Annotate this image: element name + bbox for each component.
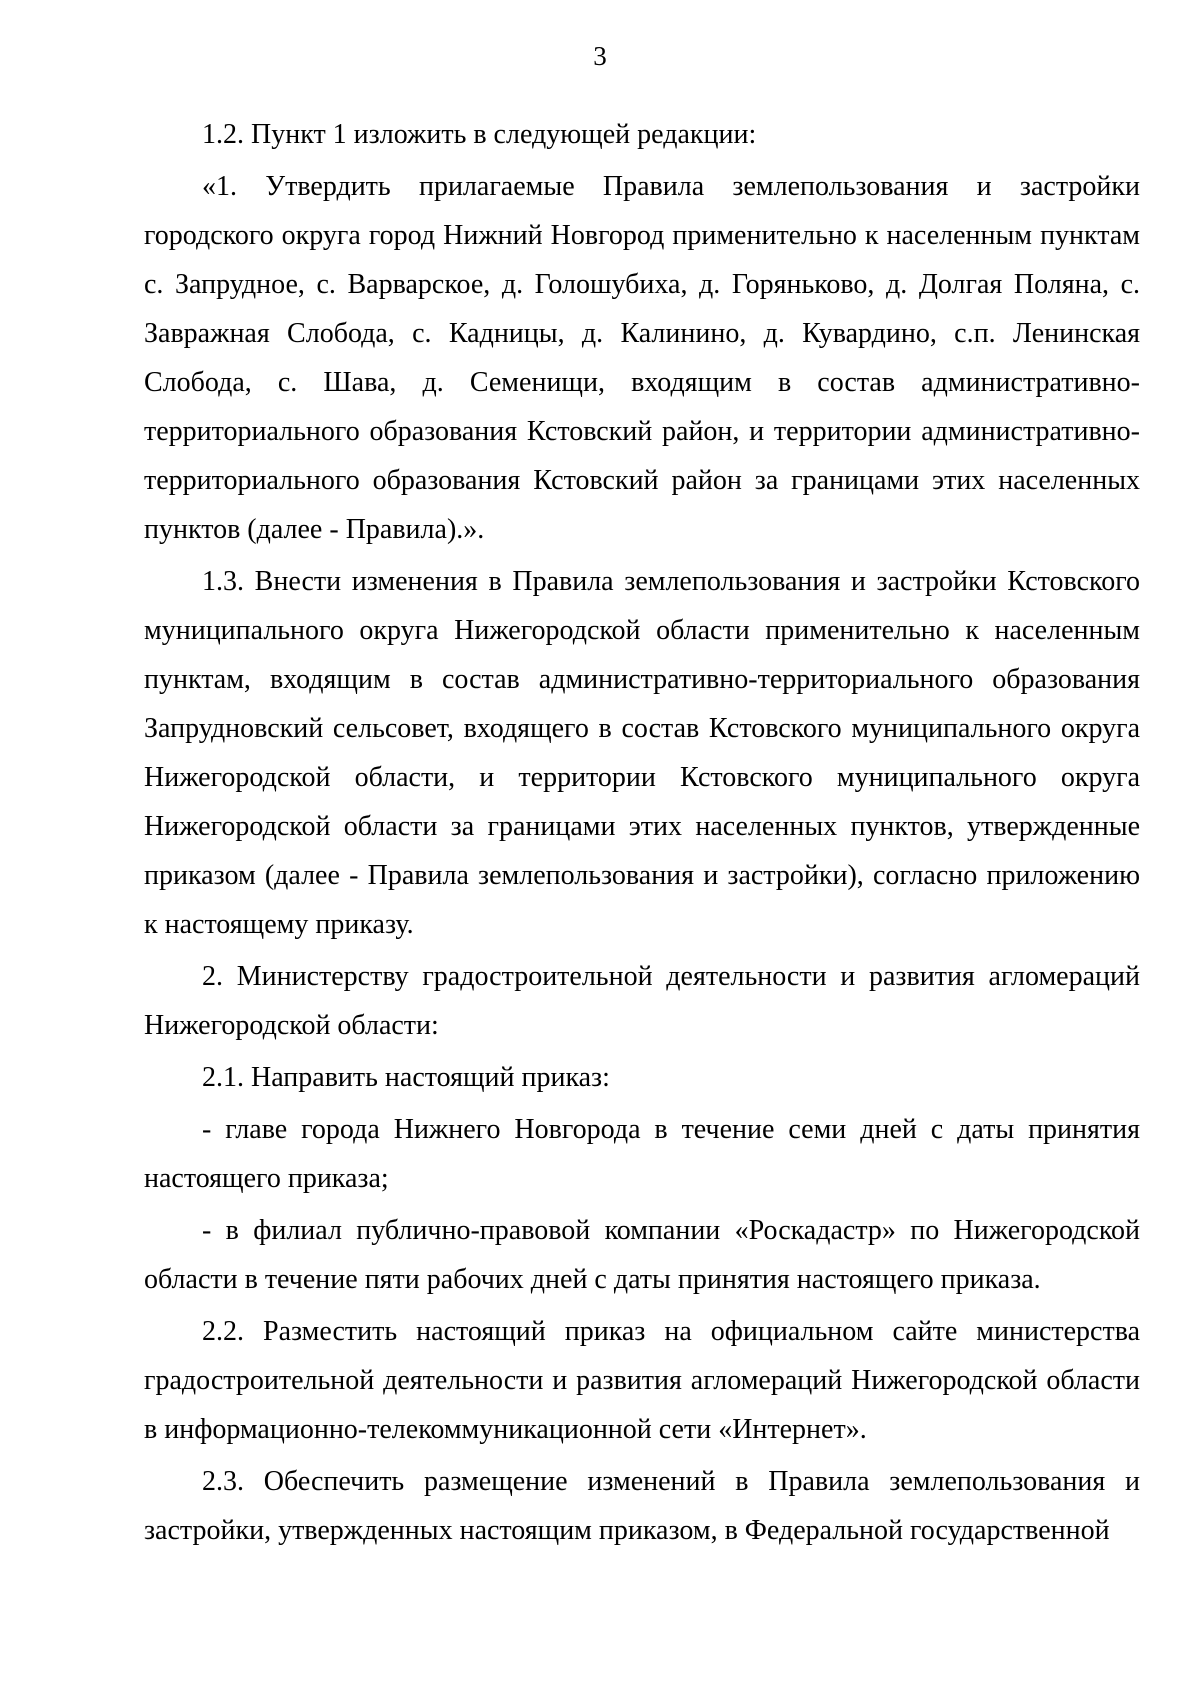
paragraph-1-2: 1.2. Пункт 1 изложить в следующей редакции: [202, 119, 757, 150]
page-number: 3 [593, 41, 607, 71]
paragraph-1-3: 1.3. Внести изменения в Правила землепользования и застройки Кстовского муниципального округа Нижегородской области применительно к населенным пунктам, входящим в состав административно-территориального образования Запрудновский сельсовет, входящего в состав Кстовского муниципального округа Нижегородской области, и территории Кстовского муниципального округа Нижегородской области за границами этих населенных пунктов, утвержденные приказом (далее - Правила землепользования и застройки), согласно приложению к настоящему приказу. [144, 566, 1140, 940]
paragraph-2-1-bullet-1: - главе города Нижнего Новгорода в течение семи дней с даты принятия настоящего приказа; [144, 1114, 1140, 1194]
paragraph-2: 2. Министерству градостроительной деятельности и развития агломераций Нижегородской области: [144, 961, 1140, 1041]
paragraph-quoted-item-1: «1. Утвердить прилагаемые Правила землепользования и застройки городского округа город Нижний Новгород применительно к населенным пунктам с. Запрудное, с. Варварское, д. Голошубиха, д. Горяньково, д. Долгая Поляна, с. Завражная Слобода, с. Кадницы, д. Калинино, д. Кувардино, с.п. Ленинская Слобода, с. Шава, д. Семенищи, входящим в состав административно-территориального образования Кстовский район, и территории административно-территориального образования Кстовский район за границами этих населенных пунктов (далее - Правила).». [144, 171, 1140, 545]
paragraph-2-1: 2.1. Направить настоящий приказ: [202, 1062, 610, 1093]
document-body [144, 110, 1140, 1558]
paragraph-2-1-bullet-2: - в филиал публично-правовой компании «Роскадастр» по Нижегородской области в течение пяти рабочих дней с даты принятия настоящего приказа. [144, 1215, 1140, 1295]
paragraph-2-2: 2.2. Разместить настоящий приказ на официальном сайте министерства градостроительной деятельности и развития агломераций Нижегородской области в информационно-телекоммуникационной сети «Интернет». [144, 1316, 1140, 1445]
paragraph-2-3: 2.3. Обеспечить размещение изменений в Правила землепользования и застройки, утвержденных настоящим приказом, в Федеральной государственной [144, 1466, 1140, 1546]
